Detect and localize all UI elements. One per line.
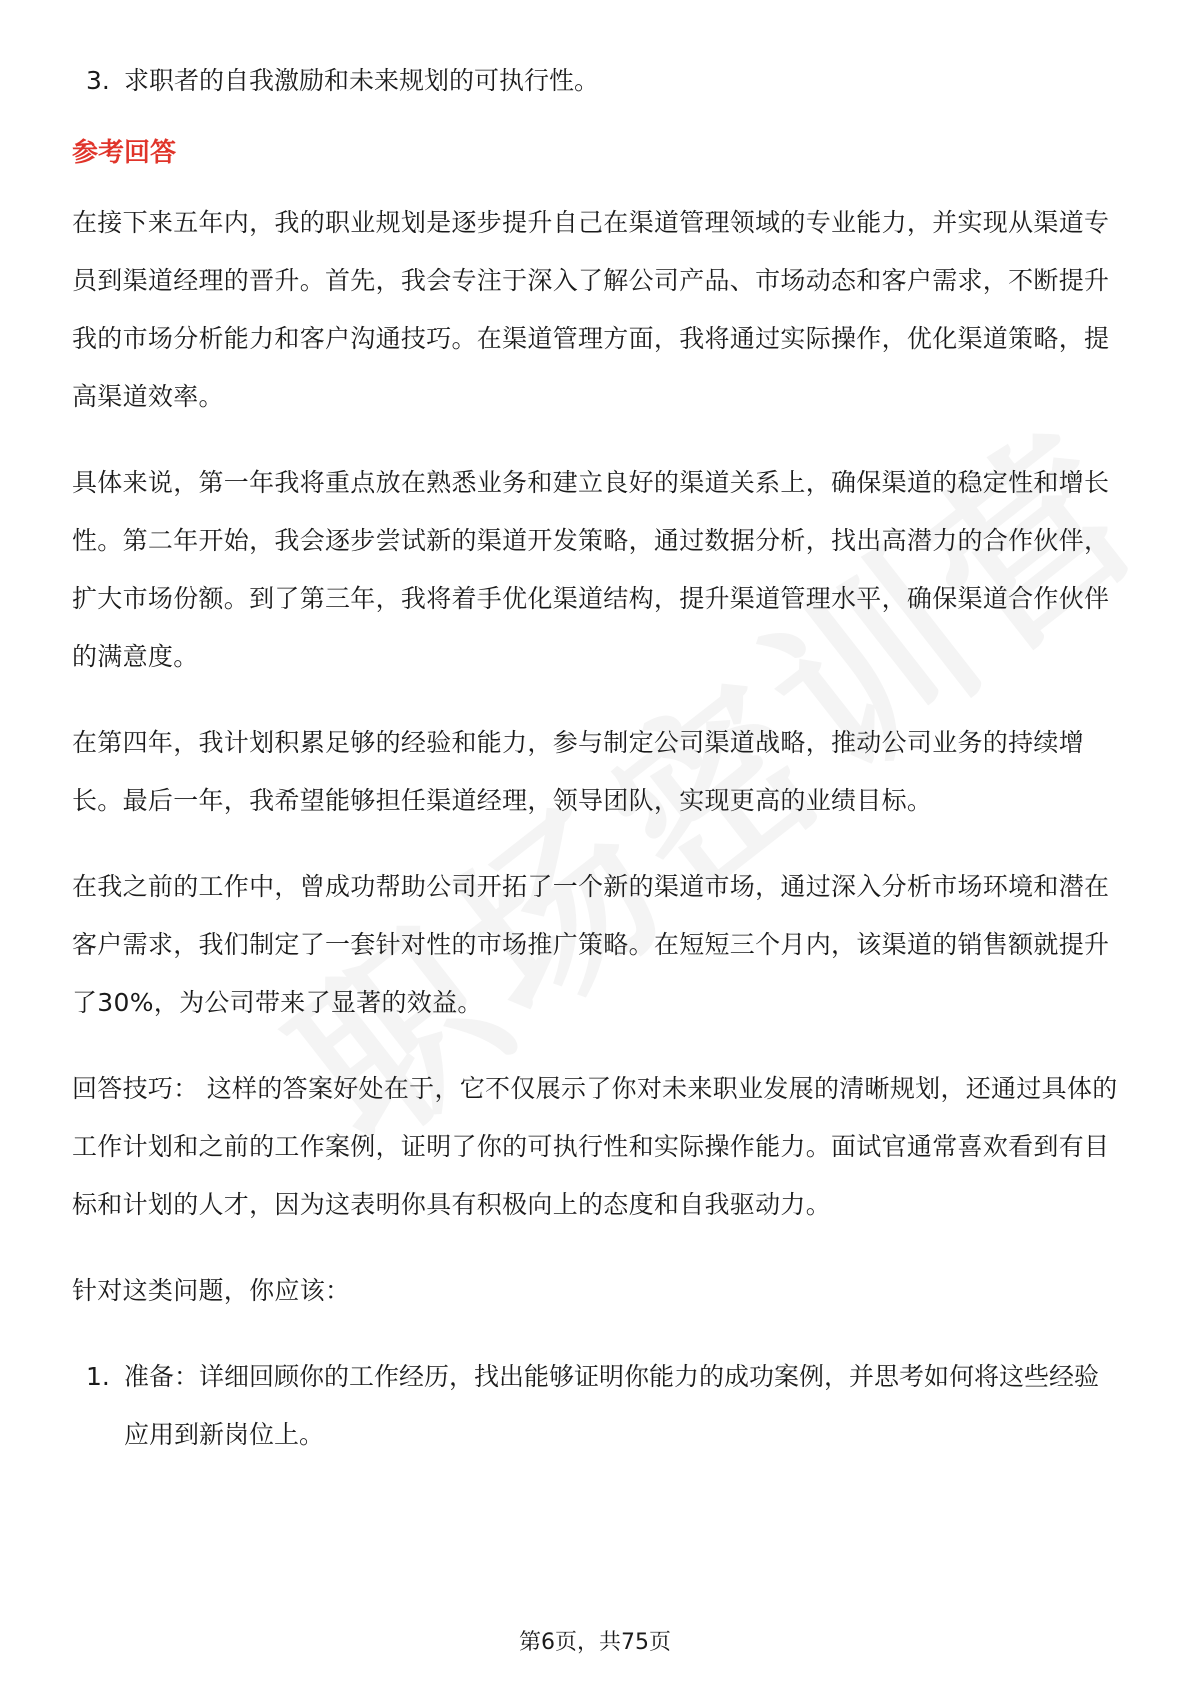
list-item-3 [72,52,1122,110]
paragraph-tips: 回答技巧： 这样的答案好处在于，它不仅展示了你对未来职业发展的清晰规划，还通过具体的工作计划和之前的工作案例，证明了你的可执行性和实际操作能力。面试官通常喜欢看到有目标和计划的人才，因为这表明你具有积极向上的态度和自我驱动力。 [72,1074,1118,1219]
list-number: 1. [86,1362,110,1391]
paragraph-4: 在我之前的工作中，曾成功帮助公司开拓了一个新的渠道市场，通过深入分析市场环境和潜在客户需求，我们制定了一套针对性的市场推广策略。在短短三个月内，该渠道的销售额就提升了30%，为公司带来了显著的效益。 [72,872,1110,1017]
paragraph-advice-intro: 针对这类问题，你应该： [72,1276,351,1305]
list-number: 3. [86,66,110,95]
paragraph-3: 在第四年，我计划积累足够的经验和能力，参与制定公司渠道战略，推动公司业务的持续增长。最后一年，我希望能够担任渠道经理，领导团队，实现更高的业绩目标。 [72,728,1085,815]
page-footer: 第6页，共75页 [519,1630,671,1655]
paragraph-2: 具体来说，第一年我将重点放在熟悉业务和建立良好的渠道关系上，确保渠道的稳定性和增长性。第二年开始，我会逐步尝试新的渠道开发策略，通过数据分析，找出高潜力的合作伙伴，扩大市场份额。到了第三年，我将着手优化渠道结构，提升渠道管理水平，确保渠道合作伙伴的满意度。 [72,468,1110,671]
list-item-text: 准备：详细回顾你的工作经历，找出能够证明你能力的成功案例，并思考如何将这些经验应用到新岗位上。 [124,1362,1100,1449]
list-item-text: 求职者的自我激励和未来规划的可执行性。 [124,66,600,95]
page-content [72,52,1122,1464]
list-item-1 [72,1348,1122,1464]
paragraph-1: 在接下来五年内，我的职业规划是逐步提升自己在渠道管理领域的专业能力，并实现从渠道专员到渠道经理的晋升。首先，我会专注于深入了解公司产品、市场动态和客户需求，不断提升我的市场分析能力和客户沟通技巧。在渠道管理方面，我将通过实际操作，优化渠道策略，提高渠道效率。 [72,208,1110,411]
section-heading: 参考回答 [72,138,177,168]
